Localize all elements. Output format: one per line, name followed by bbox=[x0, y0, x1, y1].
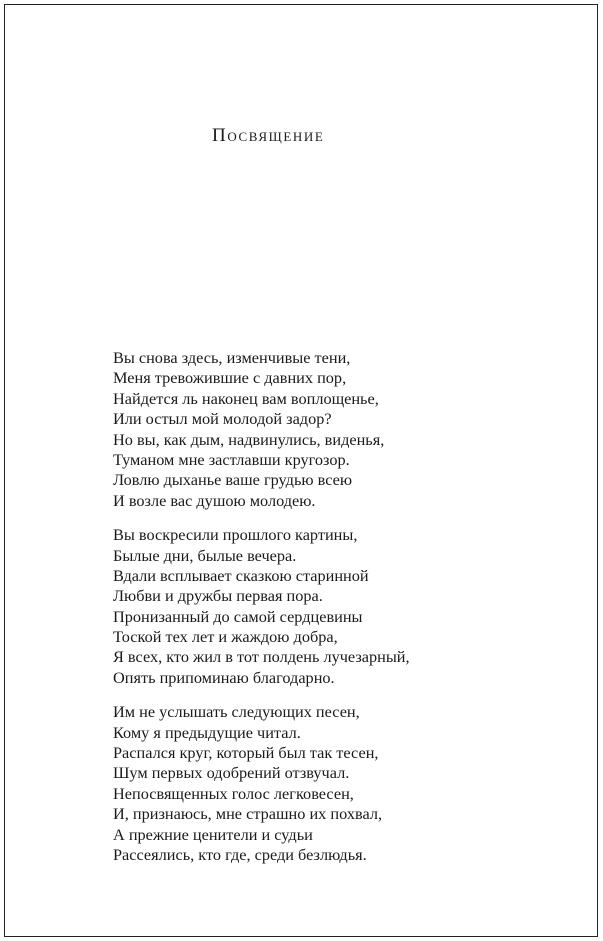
poem-line: А прежние ценители и судьи bbox=[113, 824, 313, 844]
poem-line: Я всех, кто жил в тот полдень лучезарный, bbox=[113, 647, 410, 667]
poem-line: Вы воскресили прошлого картины, bbox=[113, 525, 358, 545]
poem-line: Опять припоминаю благодарно. bbox=[113, 667, 335, 687]
poem-title: Посвящение bbox=[212, 125, 325, 146]
stanza-3 bbox=[113, 702, 410, 865]
poem-line: И возле вас душою молодею. bbox=[113, 490, 316, 510]
poem-line: Туманом мне застлавши кругозор. bbox=[113, 449, 350, 469]
poem-line: Кому я предыдущие читал. bbox=[113, 722, 301, 742]
poem-line: Меня тревожившие с давних пор, bbox=[113, 368, 347, 388]
poem-line: Найдется ль наконец вам воплощенье, bbox=[113, 388, 379, 408]
poem-line: И, признаюсь, мне страшно их похвал, bbox=[113, 804, 383, 824]
poem-line: Пронизанный до самой сердцевины bbox=[113, 606, 363, 626]
stanza-1 bbox=[113, 348, 410, 511]
poem-line: Им не услышать следующих песен, bbox=[113, 702, 360, 722]
poem-line: Распался круг, который был так тесен, bbox=[113, 743, 379, 763]
poem-line: Вдали всплывает сказкою старинной bbox=[113, 565, 369, 585]
poem-line: Но вы, как дым, надвинулись, виденья, bbox=[113, 429, 385, 449]
book-page bbox=[4, 4, 598, 937]
poem-line: Любви и дружбы первая пора. bbox=[113, 586, 323, 606]
poem-body bbox=[113, 348, 410, 879]
poem-line: Рассеялись, кто где, среди безлюдья. bbox=[113, 844, 367, 864]
poem-line: Непосвященных голос легковесен, bbox=[113, 783, 354, 803]
poem-line: Былые дни, былые вечера. bbox=[113, 545, 297, 565]
poem-line: Шум первых одобрений отзвучал. bbox=[113, 763, 350, 783]
poem-line: Тоской тех лет и жаждою добра, bbox=[113, 627, 338, 647]
poem-line: Вы снова здесь, изменчивые тени, bbox=[113, 348, 351, 367]
stanza-2 bbox=[113, 525, 410, 688]
poem-line: Или остыл мой молодой задор? bbox=[113, 409, 332, 429]
poem-line: Ловлю дыханье ваше грудью всею bbox=[113, 470, 353, 490]
